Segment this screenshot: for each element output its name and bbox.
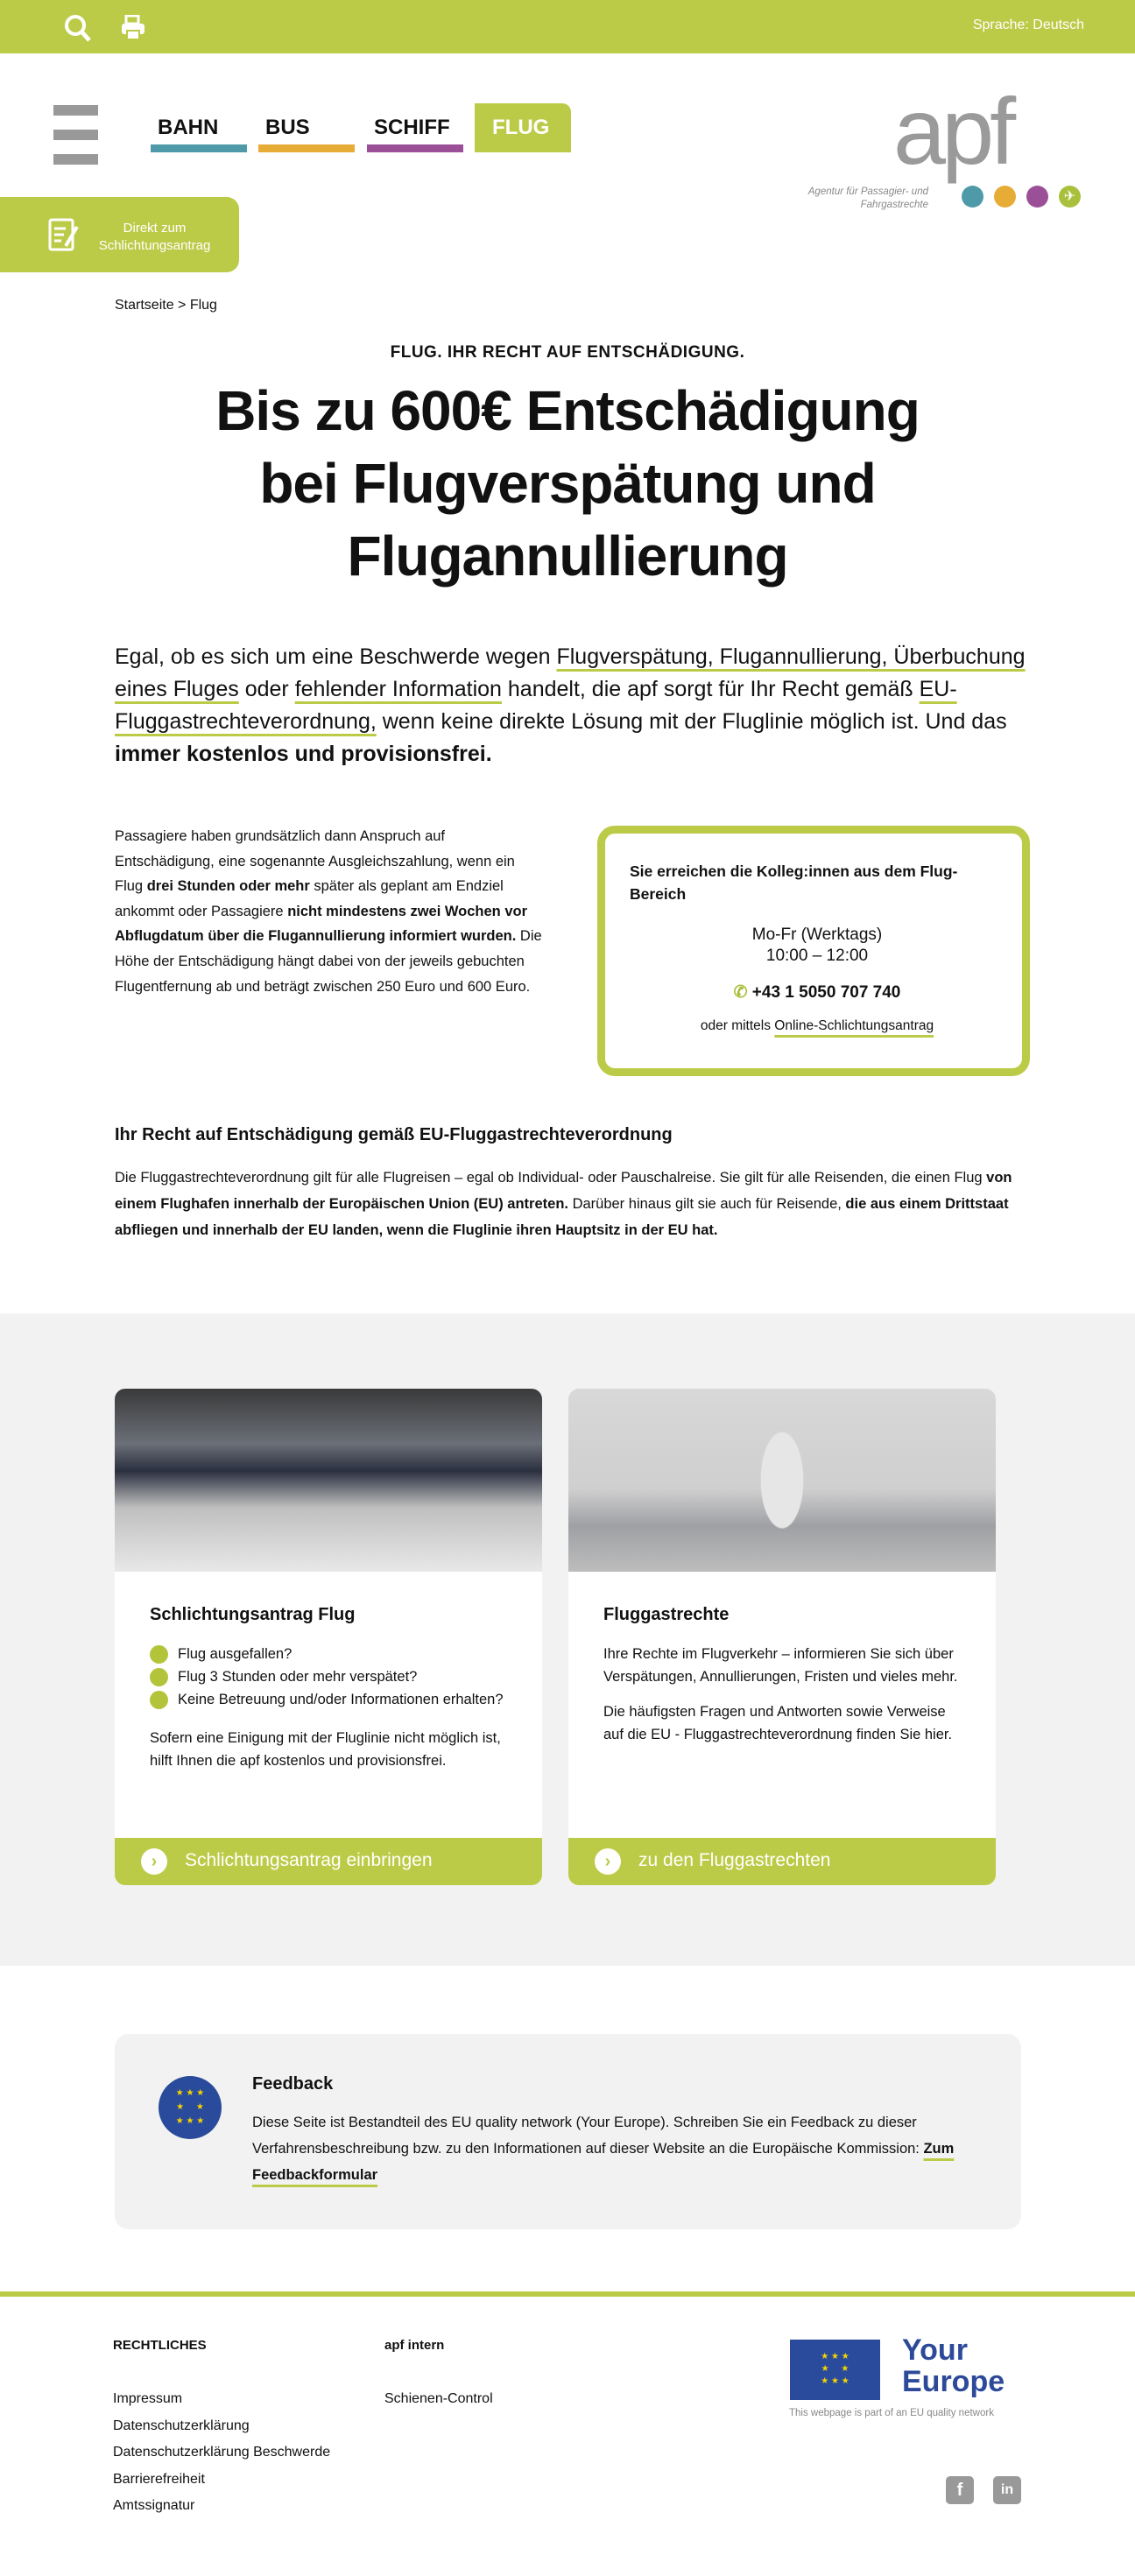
- link-eu-verordnung[interactable]: EU-Fluggastrechteverordnung,: [115, 677, 957, 734]
- your-europe-logo[interactable]: Your Europe: [902, 2333, 1005, 2398]
- title-line: Bis zu 600€ Entschädigung: [215, 379, 920, 442]
- footer-heading: RECHTLICHES: [113, 2338, 207, 2353]
- top-bar: [0, 0, 1135, 53]
- contact-days: Mo-Fr (Werktags): [751, 926, 883, 944]
- link-flugverspaetung[interactable]: Flugverspätung, Flugannullierung, Überbuchung eines Fluges: [115, 644, 1026, 701]
- logo-subtitle: Agentur für Passagier- und Fahrgastrechte: [807, 187, 928, 210]
- your-europe-caption: This webpage is part of an EU quality network: [789, 2408, 994, 2418]
- footer-link-datenschutz-beschwerde[interactable]: Datenschutzerklärung Beschwerde: [113, 2445, 331, 2460]
- direct-application-button[interactable]: [0, 197, 239, 272]
- title-line: Flugannullierung: [347, 524, 788, 588]
- airplane-image: [568, 1389, 996, 1572]
- tab-label: FLUG: [492, 116, 550, 139]
- page-kicker: FLUG. IHR RECHT AUF ENTSCHÄDIGUNG.: [390, 343, 745, 362]
- footer-link-datenschutz[interactable]: Datenschutzerklärung: [113, 2418, 250, 2433]
- footer-link-schienen-control[interactable]: Schienen-Control: [384, 2391, 493, 2406]
- phone-icon: ✆: [733, 983, 748, 1002]
- feedback-title: Feedback: [252, 2074, 334, 2094]
- footer-link-amtssignatur[interactable]: Amtssignatur: [113, 2498, 195, 2513]
- card-schlichtungsantrag: [115, 1389, 542, 1885]
- eu-flag-icon: ★ ★ ★ ★ ★ ★ ★ ★: [790, 2340, 880, 2400]
- tab-schiff[interactable]: [367, 103, 463, 152]
- contact-title: Sie erreichen die Kolleg:innen aus dem Flug-Bereich: [630, 862, 958, 903]
- list-item: Flug 3 Stunden oder mehr verspätet?: [150, 1665, 507, 1688]
- tab-bahn[interactable]: [151, 103, 247, 152]
- card-text: Ihre Rechte im Flugverkehr – informieren Sie sich über Verspätungen, Annullierungen, Fristen und vieles mehr.: [603, 1646, 958, 1685]
- rights-text: Die Fluggastrechteverordnung gilt für alle Flugreisen – egal ob Individual- oder Pauschalreise. Sie gilt für alle Reisenden, die einen Flug von einem Flughafen innerhalb der Europäischen Union (EU) antreten. Darüber hinaus gilt sie auch für Reisende, die aus einem Drittstaat abfliegen und innerhalb der EU landen, wenn die Fluglinie ihren Hauptsitz in der EU hat.: [115, 1170, 1012, 1238]
- print-icon[interactable]: [120, 15, 146, 41]
- direct-button-label: Direkt zum Schlichtungsantrag: [98, 221, 211, 253]
- logo-text: apf: [893, 78, 1012, 184]
- contact-box: Sie erreichen die Kolleg:innen aus dem Flug-Bereich Mo-Fr (Werktags) 10:00 – 12:00 ✆ +43 1 5050 707 740 oder mittels Online-Schlichtungsantrag: [597, 826, 1030, 1076]
- train-icon: [962, 186, 983, 208]
- linkedin-icon[interactable]: in: [993, 2476, 1021, 2504]
- footer-divider: [0, 2291, 1135, 2297]
- card-text: Die häufigsten Fragen und Antworten sowie Verweise auf die EU - Fluggastrechteverordnung finden Sie hier.: [603, 1704, 953, 1742]
- apf-logo[interactable]: [807, 78, 1086, 217]
- footer-links: [113, 2386, 330, 2520]
- feedback-text: Diese Seite ist Bestandteil des EU quality network (Your Europe). Schreiben Sie ein Feedback zu dieser Verfahrensbeschreibung bzw. zu den Informationen auf dieser Website an die Europäische Kommission: Zum Feedbackformular: [252, 2115, 955, 2183]
- language-selector[interactable]: Sprache: Deutsch: [972, 18, 1084, 32]
- rights-heading: Ihr Recht auf Entschädigung gemäß EU-Fluggastrechteverordnung: [115, 1125, 673, 1144]
- tab-flug[interactable]: [475, 103, 571, 152]
- online-application-link[interactable]: Online-Schlichtungsantrag: [774, 1018, 934, 1033]
- card-title: Schlichtungsantrag Flug: [150, 1605, 356, 1624]
- chevron-right-icon: ›: [595, 1848, 621, 1875]
- title-line: bei Flugverspätung und: [259, 452, 876, 515]
- intro-paragraph: Egal, ob es sich um eine Beschwerde wegen Flugverspätung, Flugannullierung, Überbuchung eines Fluges oder fehlender Information handelt, die apf sorgt für Ihr Recht gemäß EU-Fluggastrechteverordnung, wenn keine direkte Lösung mit der Fluglinie möglich ist. Und das immer kostenlos und provisionsfrei.: [115, 644, 1026, 766]
- schlichtungsantrag-button[interactable]: › Schlichtungsantrag einbringen: [115, 1838, 542, 1885]
- search-icon[interactable]: [63, 13, 93, 43]
- page-title: [53, 375, 1082, 593]
- footer-link-barrierefreiheit[interactable]: Barrierefreiheit: [113, 2471, 205, 2487]
- contact-hours: 10:00 – 12:00: [765, 947, 869, 965]
- form-edit-icon: [48, 218, 80, 253]
- eu-flag-icon: ★ ★ ★ ★ ★ ★ ★ ★: [159, 2076, 222, 2139]
- bus-icon: [994, 186, 1016, 208]
- compensation-text: Passagiere haben grundsätzlich dann Anspruch auf Entschädigung, eine sogenannte Ausgleichszahlung, wenn ein Flug drei Stunden oder mehr später als geplant am Endziel ankommt oder Passagiere nicht mindestens zwei Wochen vor Abflugdatum über die Flugannullierung informiert wurden. Die Höhe der Entschädigung hängt dabei von der jeweils gebuchten Flugentfernung ab und beträgt zwischen 250 Euro und 600 Euro.: [115, 828, 542, 995]
- plane-icon: ✈: [1059, 186, 1081, 208]
- feedback-box: [115, 2034, 1021, 2229]
- footer-link-impressum[interactable]: Impressum: [113, 2391, 183, 2406]
- tab-label: BAHN: [158, 116, 219, 139]
- airport-terminal-image: [115, 1389, 542, 1572]
- breadcrumb[interactable]: Startseite > Flug: [115, 298, 217, 313]
- link-fehlende-information[interactable]: fehlender Information: [294, 677, 502, 701]
- chevron-right-icon: ›: [141, 1848, 167, 1875]
- tab-label: BUS: [265, 116, 310, 139]
- feedback-form-link[interactable]: Zum Feedbackformular: [252, 2141, 955, 2183]
- card-text: Sofern eine Einigung mit der Fluglinie nicht möglich ist, hilft Ihnen die apf kostenlos und provisionsfrei.: [150, 1730, 501, 1769]
- tab-bus[interactable]: [258, 103, 355, 152]
- contact-phone[interactable]: +43 1 5050 707 740: [751, 983, 901, 1002]
- list-item: Keine Betreuung und/oder Informationen erhalten?: [150, 1688, 507, 1711]
- facebook-icon[interactable]: f: [946, 2476, 974, 2504]
- card-title: Fluggastrechte: [603, 1605, 730, 1624]
- fluggastrechte-button[interactable]: › zu den Fluggastrechten: [568, 1838, 996, 1885]
- card-fluggastrechte: [568, 1389, 996, 1885]
- tab-label: SCHIFF: [374, 116, 450, 139]
- ship-icon: [1026, 186, 1048, 208]
- footer-heading: apf intern: [384, 2338, 445, 2353]
- list-item: Flug ausgefallen?: [150, 1643, 507, 1665]
- hamburger-menu-icon[interactable]: [53, 105, 98, 179]
